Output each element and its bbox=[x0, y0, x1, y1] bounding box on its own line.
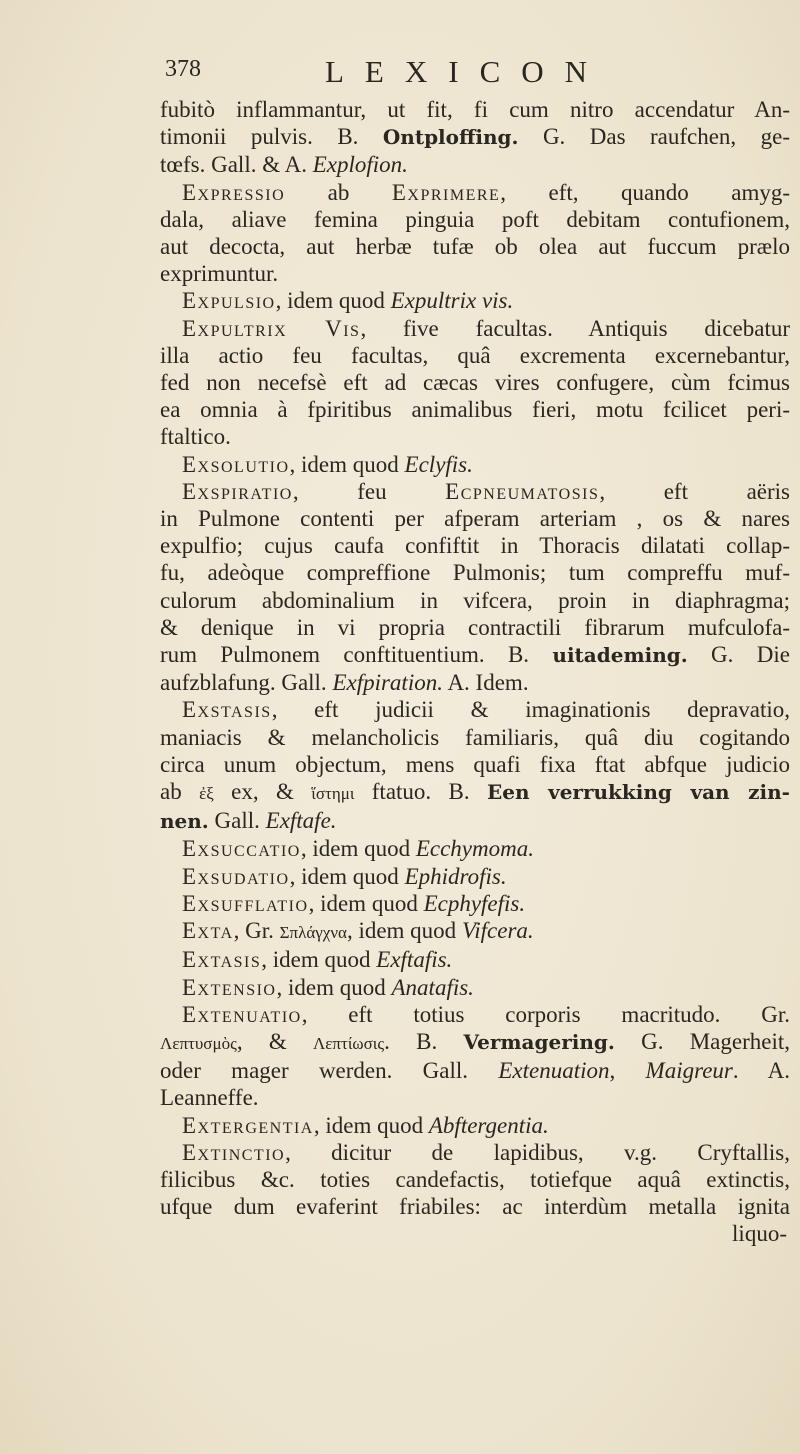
headword: Expulsio bbox=[182, 288, 276, 314]
text-line bbox=[160, 1028, 790, 1057]
text-line bbox=[160, 946, 790, 973]
text-segment: ex, & bbox=[213, 779, 312, 805]
text-line bbox=[160, 315, 790, 342]
text-line bbox=[160, 260, 790, 287]
text-line bbox=[160, 974, 790, 1001]
text-line bbox=[160, 1001, 790, 1028]
text-segment: , dicitur de lapidibus, v.g. Cryftallis, bbox=[285, 1139, 790, 1165]
text-segment: , feu bbox=[292, 478, 446, 504]
italic-term: Ephidrofis. bbox=[404, 863, 507, 889]
italic-term: Ecchymoma. bbox=[415, 836, 534, 862]
text-line bbox=[160, 751, 790, 778]
headword: Expultrix Vis bbox=[182, 315, 361, 341]
text-line bbox=[160, 396, 790, 423]
text-line bbox=[160, 863, 790, 890]
text-segment: circa unum objectum, mens quafi fixa ftat abfque judicio bbox=[160, 751, 790, 777]
text-line bbox=[160, 96, 790, 123]
text-line bbox=[160, 505, 790, 532]
text-segment: , idem quod bbox=[308, 890, 424, 916]
text-segment: , idem quod bbox=[275, 288, 391, 314]
text-segment: ea omnia à fpiritibus animalibus fieri, motu fcilicet peri- bbox=[160, 397, 790, 423]
text-segment: , eft totius corporis macritudo. Gr. bbox=[301, 1001, 790, 1027]
text-segment: , idem quod bbox=[261, 947, 377, 973]
lexicon-text bbox=[160, 96, 790, 1248]
text-segment: , five facultas. Antiquis dicebatur bbox=[360, 315, 790, 341]
text-segment: culorum abdominalium in vifcera, proin in diaphragma; bbox=[160, 587, 790, 613]
text-segment: in Pulmone contenti per afperam arteriam , os & nares bbox=[160, 506, 790, 532]
text-line bbox=[160, 287, 790, 314]
text-line bbox=[160, 778, 790, 807]
text-segment: aufzblafung. Gall. bbox=[160, 670, 333, 696]
text-line bbox=[160, 1193, 790, 1220]
headword: Extergentia bbox=[182, 1112, 314, 1138]
text-line bbox=[160, 669, 790, 696]
blackletter-term: Ontploffing. bbox=[382, 125, 519, 150]
text-line bbox=[160, 807, 790, 835]
italic-term: Eclyfis. bbox=[404, 451, 473, 477]
italic-term: Anatafis. bbox=[391, 974, 474, 1000]
text-line bbox=[160, 342, 790, 369]
text-segment: exprimuntur. bbox=[160, 261, 279, 287]
text-segment: oder mager werden. Gall. bbox=[160, 1058, 499, 1084]
blackletter-term: uitademing. bbox=[552, 643, 688, 668]
text-segment: ftatuo. B. bbox=[354, 779, 487, 805]
headword: Exsolutio bbox=[182, 451, 290, 477]
blackletter-term: nen. bbox=[160, 809, 209, 834]
text-segment: & denique in vi propria contractili fibrarum mufculofa- bbox=[160, 614, 790, 640]
greek-term: Λεπτυσμὸς bbox=[160, 1033, 237, 1053]
text-segment: , Gr. bbox=[233, 918, 280, 944]
catchword: liquo- bbox=[732, 1221, 787, 1247]
page-number: 378 bbox=[165, 56, 201, 82]
italic-term: Extenuation bbox=[498, 1058, 610, 1084]
text-line bbox=[160, 369, 790, 396]
text-line bbox=[160, 559, 790, 586]
italic-term: Abftergentia. bbox=[428, 1112, 549, 1138]
text-line bbox=[160, 614, 790, 641]
text-line bbox=[160, 451, 790, 478]
italic-term: Expultrix vis. bbox=[390, 288, 514, 314]
text-segment: fu, adeòque compreffione Pulmonis; tum compreffu muf- bbox=[160, 560, 790, 586]
headword: Extasis bbox=[182, 947, 262, 973]
running-title: LEXICON bbox=[325, 54, 609, 89]
text-segment: aut decocta, aut herbæ tufæ ob olea aut fuccum prælo bbox=[160, 234, 790, 260]
greek-term: Σπλάγχνα bbox=[279, 923, 347, 943]
greek-term: Λεπτίωσις bbox=[312, 1033, 385, 1053]
text-line bbox=[160, 917, 790, 946]
text-line bbox=[160, 206, 790, 233]
italic-term: Exftafe. bbox=[265, 808, 337, 834]
text-segment: A. Idem. bbox=[442, 670, 529, 696]
headword: Expressio bbox=[182, 179, 286, 205]
headword: Ecpneumatosis bbox=[445, 478, 600, 504]
text-segment: G. Das raufchen, ge- bbox=[518, 124, 790, 150]
blackletter-term: Een verrukking van zin- bbox=[487, 780, 790, 805]
text-line bbox=[160, 1057, 790, 1084]
italic-term: Explofion. bbox=[312, 152, 408, 178]
headword: Exprimere bbox=[391, 179, 501, 205]
text-segment: illa actio feu facultas, quâ excrementa excernebantur, bbox=[160, 342, 790, 368]
text-line bbox=[160, 233, 790, 260]
italic-term: Maigreur bbox=[645, 1058, 733, 1084]
text-segment: dala, aliave femina pinguia poft debitam contufionem, bbox=[160, 206, 790, 232]
greek-term: ἐξ bbox=[199, 784, 214, 804]
text-line bbox=[160, 179, 790, 206]
text-segment: , idem quod bbox=[289, 451, 405, 477]
text-segment: G. Magerheit, bbox=[614, 1028, 790, 1054]
text-segment: , idem quod bbox=[346, 918, 462, 944]
text-segment: , eft, quando amyg- bbox=[500, 179, 790, 205]
text-line bbox=[160, 423, 790, 450]
headword: Exta bbox=[182, 918, 234, 944]
text-segment: ftaltico. bbox=[160, 424, 231, 450]
text-segment: . B. bbox=[384, 1028, 464, 1054]
text-segment: , bbox=[609, 1058, 646, 1084]
text-line bbox=[160, 1139, 790, 1166]
text-segment: fubitò inflammantur, ut fit, fi cum nitro accendatur An- bbox=[160, 97, 790, 122]
text-segment: , idem quod bbox=[289, 863, 405, 889]
text-line bbox=[160, 123, 790, 151]
headword: Exspiratio bbox=[182, 478, 293, 504]
text-segment: timonii pulvis. B. bbox=[160, 124, 383, 150]
page-header bbox=[165, 56, 765, 96]
text-segment: , eft judicii & imaginationis depravatio, bbox=[271, 697, 790, 723]
headword: Exsudatio bbox=[182, 863, 290, 889]
greek-term: ἵστημι bbox=[311, 784, 355, 804]
headword: Extenuatio bbox=[182, 1001, 302, 1027]
text-line bbox=[160, 641, 790, 669]
italic-term: Vifcera. bbox=[461, 918, 534, 944]
italic-term: Ecphyfefis. bbox=[423, 890, 526, 916]
headword: Exsufflatio bbox=[182, 890, 309, 916]
headword: Extensio bbox=[182, 974, 277, 1000]
headword: Extinctio bbox=[182, 1139, 286, 1165]
text-segment: ufque dum evaferint friabiles: ac interdùm metalla ignita bbox=[160, 1194, 790, 1220]
text-segment: . A. bbox=[732, 1058, 791, 1084]
text-segment: ab bbox=[285, 179, 392, 205]
text-line bbox=[160, 835, 790, 862]
text-segment: , idem quod bbox=[276, 974, 392, 1000]
blackletter-term: Vermagering. bbox=[463, 1029, 615, 1054]
headword: Exsuccatio bbox=[182, 836, 301, 862]
text-line bbox=[160, 724, 790, 751]
text-segment: Leanneffe. bbox=[160, 1085, 259, 1111]
text-segment: maniacis & melancholicis familiaris, quâ diu cogitando bbox=[160, 724, 790, 750]
text-segment: , & bbox=[236, 1028, 313, 1054]
headword: Exstasis bbox=[182, 697, 272, 723]
text-line bbox=[160, 890, 790, 917]
text-segment: , eft aëris bbox=[599, 478, 790, 504]
italic-term: Exftafis. bbox=[376, 947, 453, 973]
text-line bbox=[160, 532, 790, 559]
text-segment: tœfs. Gall. & A. bbox=[160, 152, 313, 178]
text-segment: , idem quod bbox=[313, 1112, 429, 1138]
text-segment: G. Die bbox=[687, 642, 790, 668]
text-segment: expulfio; cujus caufa confiftit in Thoracis dilatati collap- bbox=[160, 533, 790, 559]
text-line bbox=[160, 478, 790, 505]
text-segment: ab bbox=[160, 779, 200, 805]
text-segment: filicibus &c. toties candefactis, totiefque aquâ extinctis, bbox=[160, 1166, 790, 1192]
text-segment: , idem quod bbox=[300, 836, 416, 862]
italic-term: Exfpiration. bbox=[332, 670, 443, 696]
text-segment: rum Pulmonem conftituentium. B. bbox=[160, 642, 553, 668]
text-line bbox=[160, 1112, 790, 1139]
text-line bbox=[160, 1166, 790, 1193]
text-line bbox=[160, 587, 790, 614]
text-line bbox=[160, 1084, 790, 1111]
text-line bbox=[160, 696, 790, 723]
text-line bbox=[160, 151, 790, 178]
text-segment: fed non necefsè eft ad cæcas vires confugere, cùm fcimus bbox=[160, 370, 790, 396]
text-segment: Gall. bbox=[208, 808, 266, 834]
